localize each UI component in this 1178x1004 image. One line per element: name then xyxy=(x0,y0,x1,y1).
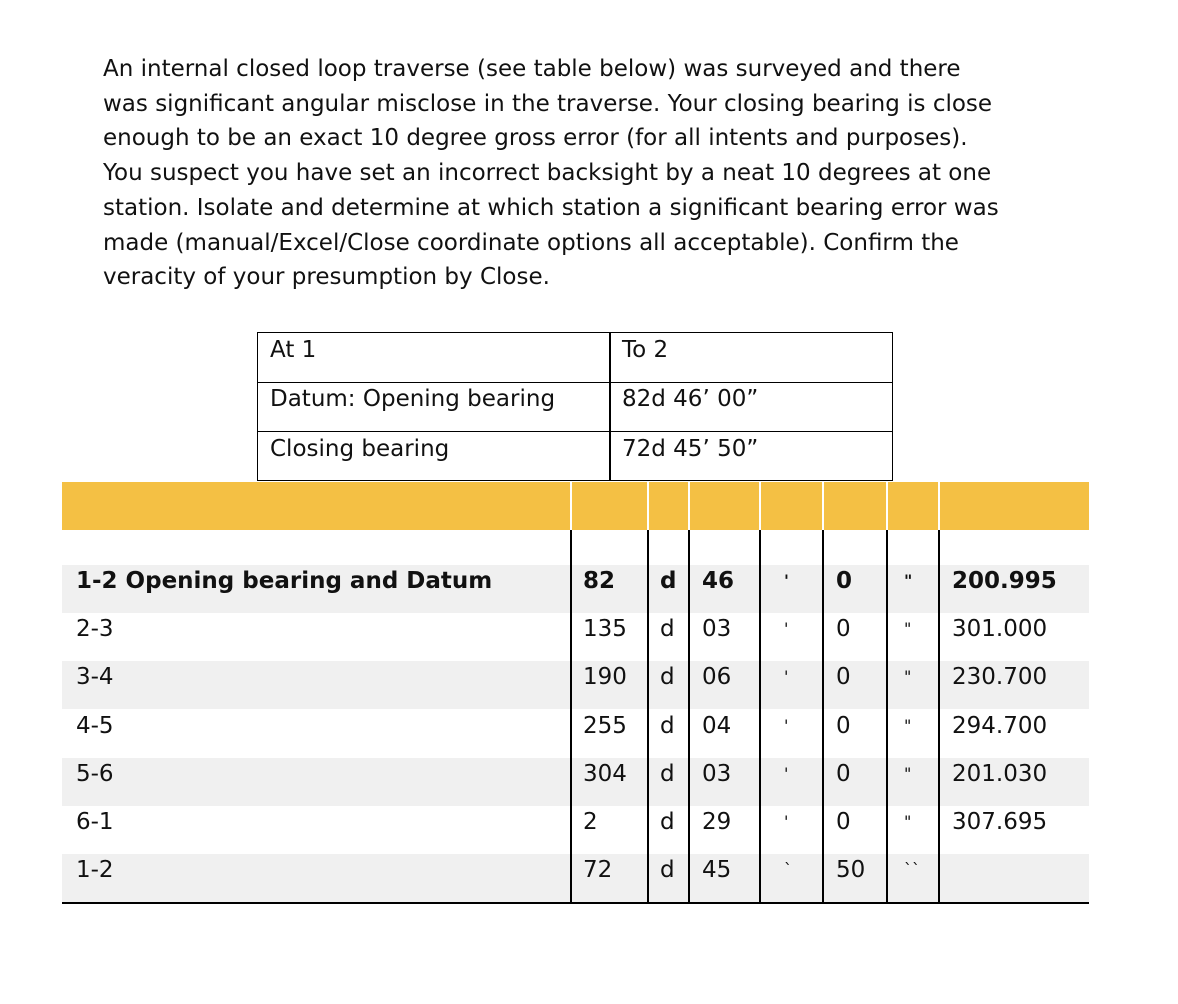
degrees: 82 xyxy=(583,568,616,594)
distance: 201.030 xyxy=(952,761,1048,787)
degrees: 72 xyxy=(583,857,613,883)
line-label: 5-6 xyxy=(76,761,114,787)
table-bottom-rule xyxy=(62,902,1089,904)
column-rule xyxy=(570,482,572,530)
minutes: 03 xyxy=(702,761,732,787)
line-label: 4-5 xyxy=(76,713,114,739)
column-rule xyxy=(647,482,649,903)
datum-label: Datum: Opening bearing xyxy=(270,386,556,412)
column-rule xyxy=(938,482,940,903)
seconds: 0 xyxy=(836,809,851,835)
sec-symbol: " xyxy=(904,716,912,735)
min-symbol: ' xyxy=(784,716,789,735)
degrees: 304 xyxy=(583,761,627,787)
degrees: 255 xyxy=(583,713,627,739)
sec-symbol: " xyxy=(904,619,912,638)
degrees: 190 xyxy=(583,664,627,690)
column-rule xyxy=(688,482,690,530)
datum-row xyxy=(258,333,892,383)
sec-symbol: " xyxy=(904,764,912,783)
question-line: station. Isolate and determine at which station a significant bearing error was xyxy=(103,194,999,221)
traverse-table xyxy=(62,482,1089,905)
minutes: 46 xyxy=(702,568,735,594)
min-symbol: ' xyxy=(784,619,789,638)
distance: 230.700 xyxy=(952,664,1048,690)
sec-symbol: `` xyxy=(904,860,920,879)
minutes: 04 xyxy=(702,713,732,739)
seconds: 0 xyxy=(836,568,853,594)
datum-row xyxy=(258,382,892,432)
column-rule xyxy=(759,482,761,530)
min-symbol: ` xyxy=(784,860,792,879)
deg-symbol: d xyxy=(660,713,675,739)
column-rule xyxy=(822,482,824,530)
datum-value: To 2 xyxy=(622,337,669,363)
column-rule xyxy=(938,482,940,530)
minutes: 45 xyxy=(702,857,732,883)
line-label: 3-4 xyxy=(76,664,114,690)
degrees: 2 xyxy=(583,809,598,835)
column-rule xyxy=(886,482,888,903)
min-symbol: ' xyxy=(784,571,789,590)
deg-symbol: d xyxy=(660,809,675,835)
column-rule xyxy=(759,482,761,903)
distance: 294.700 xyxy=(952,713,1048,739)
line-label: 2-3 xyxy=(76,616,114,642)
datum-row xyxy=(258,432,892,481)
column-rule xyxy=(822,482,824,903)
deg-symbol: d xyxy=(660,568,677,594)
column-rule xyxy=(570,482,572,903)
distance: 200.995 xyxy=(952,568,1057,594)
question-line: An internal closed loop traverse (see table below) was surveyed and there xyxy=(103,56,961,82)
minutes: 03 xyxy=(702,616,732,642)
line-label: 1-2 xyxy=(76,857,114,883)
seconds: 0 xyxy=(836,664,851,690)
column-rule xyxy=(647,482,649,530)
seconds: 50 xyxy=(836,857,866,883)
column-rule xyxy=(688,482,690,903)
deg-symbol: d xyxy=(660,664,675,690)
datum-value: 82d 46’ 00” xyxy=(622,386,759,412)
line-label: 6-1 xyxy=(76,809,114,835)
min-symbol: ' xyxy=(784,667,789,686)
sec-symbol: " xyxy=(904,571,913,590)
deg-symbol: d xyxy=(660,857,675,883)
minutes: 06 xyxy=(702,664,732,690)
question-line: made (manual/Excel/Close coordinate options all acceptable). Confirm the xyxy=(103,229,959,256)
datum-label: Closing bearing xyxy=(270,436,450,462)
table-header-band xyxy=(62,482,1089,530)
question-line: was significant angular misclose in the traverse. Your closing bearing is close xyxy=(103,90,993,117)
minutes: 29 xyxy=(702,809,732,835)
line-label: 1-2 Opening bearing and Datum xyxy=(76,568,493,594)
row-band xyxy=(62,661,1089,709)
distance: 301.000 xyxy=(952,616,1048,642)
min-symbol: ' xyxy=(784,812,789,831)
deg-symbol: d xyxy=(660,616,675,642)
degrees: 135 xyxy=(583,616,627,642)
min-symbol: ' xyxy=(784,764,789,783)
seconds: 0 xyxy=(836,713,851,739)
question-line: veracity of your presumption by Close. xyxy=(103,264,550,291)
question-line: enough to be an exact 10 degree gross error (for all intents and purposes). xyxy=(103,125,968,152)
seconds: 0 xyxy=(836,616,851,642)
sec-symbol: " xyxy=(904,812,912,831)
question-line: You suspect you have set an incorrect backsight by a neat 10 degrees at one xyxy=(103,160,992,187)
sec-symbol: " xyxy=(904,667,912,686)
question-paragraph xyxy=(103,52,1103,295)
seconds: 0 xyxy=(836,761,851,787)
deg-symbol: d xyxy=(660,761,675,787)
datum-table xyxy=(257,332,893,481)
column-rule xyxy=(886,482,888,530)
row-band xyxy=(62,758,1089,806)
datum-label: At 1 xyxy=(270,337,317,363)
datum-value: 72d 45’ 50” xyxy=(622,436,759,462)
distance: 307.695 xyxy=(952,809,1048,835)
row-band xyxy=(62,854,1089,902)
